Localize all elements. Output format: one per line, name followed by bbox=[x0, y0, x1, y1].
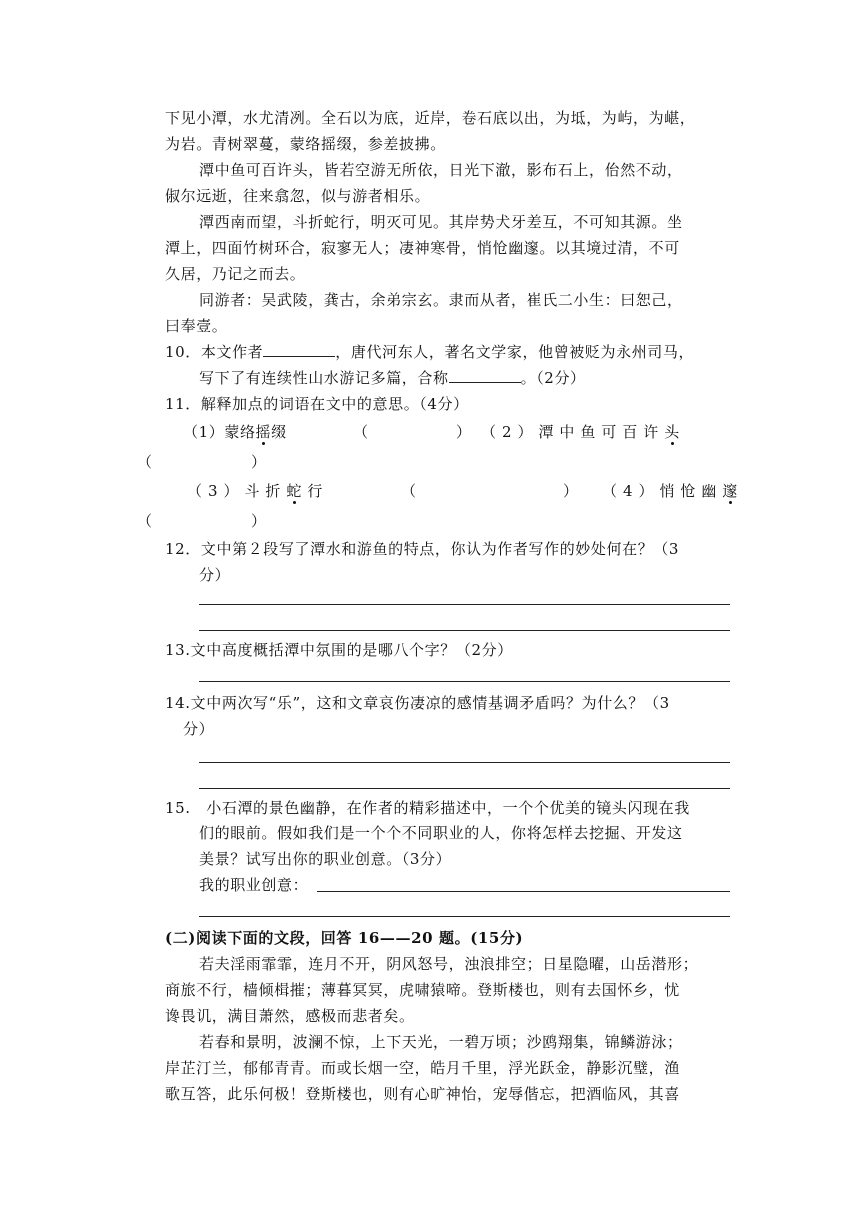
passage-line: 歌互答，此乐何极！登斯楼也，则有心旷神怡，宠辱偕忘，把酒临风，其喜 bbox=[165, 1085, 680, 1103]
dotted-char: 蛇 bbox=[286, 482, 303, 500]
answer-line[interactable] bbox=[199, 762, 730, 763]
answer-line[interactable] bbox=[199, 681, 730, 682]
answer-blank-collection[interactable] bbox=[449, 368, 521, 383]
question-stem: 11．解释加点的词语在文中的意思。（4分） bbox=[165, 395, 469, 413]
answer-paren-close[interactable]: ） bbox=[456, 423, 472, 441]
answer-paren-open[interactable]: （ bbox=[137, 453, 153, 471]
question-text: 分） bbox=[183, 720, 215, 738]
answer-label: 我的职业创意： bbox=[199, 876, 309, 894]
passage-line: 潭中鱼可百许头，皆若空游无所依，日光下澈，影布石上，佁然不动， bbox=[199, 161, 683, 179]
passage-line: 同游者：吴武陵，龚古，余弟宗玄。隶而从者，崔氏二小生：曰恕己， bbox=[199, 291, 683, 309]
answer-paren-close[interactable]: ） bbox=[251, 453, 267, 471]
dotted-char: 头 bbox=[664, 423, 680, 441]
dotted-char: 邃 bbox=[722, 482, 738, 500]
passage-line: 曰奉壹。 bbox=[165, 317, 228, 335]
question-text: 13.文中高度概括潭中氛围的是哪八个字？（2分） bbox=[165, 641, 513, 659]
answer-line[interactable] bbox=[199, 788, 730, 789]
dotted-char: 摇 bbox=[255, 423, 272, 441]
question-text: 10．本文作者 bbox=[165, 343, 264, 361]
question-text: 写下了有连续性山水游记多篇，合称 bbox=[199, 369, 449, 387]
q11-item-1: （1）蒙络摇缀 bbox=[183, 423, 287, 441]
question-text: 们的眼前。假如我们是一个个不同职业的人，你将怎样去挖掘、开发这 bbox=[199, 824, 683, 842]
passage-line: 俶尔远逝，往来翕忽，似与游者相乐。 bbox=[165, 187, 431, 205]
passage-line: 岸芷汀兰，郁郁青青。而或长烟一空，皓月千里，浮光跃金，静影沉璧，渔 bbox=[165, 1059, 680, 1077]
passage-line: 谗畏讥，满目萧然，感极而悲者矣。 bbox=[165, 1007, 415, 1025]
passage-line: 潭上，四面竹树环合，寂寥无人；凄神寒骨，悄怆幽邃。以其境过清，不可 bbox=[165, 239, 680, 257]
answer-line[interactable] bbox=[199, 630, 730, 631]
answer-paren-close[interactable]: ） bbox=[563, 482, 579, 500]
answer-paren-open[interactable]: （ bbox=[353, 423, 369, 441]
answer-paren-open[interactable]: （ bbox=[137, 512, 153, 530]
answer-line[interactable] bbox=[199, 604, 730, 605]
question-text: 。（2分） bbox=[520, 369, 586, 387]
answer-blank-author[interactable] bbox=[263, 342, 335, 357]
answer-paren-close[interactable]: ） bbox=[251, 512, 267, 530]
passage-line: 若春和景明，波澜不惊，上下天光，一碧万顷；沙鸥翔集，锦鳞游泳； bbox=[199, 1033, 683, 1051]
question-text: 15. 小石潭的景色幽静，在作者的精彩描述中，一个个优美的镜头闪现在我 bbox=[165, 799, 690, 817]
section-heading: (二)阅读下面的文段，回答 16——20 题。(15分) bbox=[165, 929, 524, 947]
passage-line: 下见小潭，水尤清冽。全石以为底，近岸，卷石底以出，为坻，为屿，为嵁， bbox=[165, 109, 696, 127]
question-text: 分） bbox=[199, 566, 231, 584]
question-text: 美景？试写出你的职业创意。（3分） bbox=[199, 850, 452, 868]
passage-line: 为岩。青树翠蔓，蒙络摇缀，参差披拂。 bbox=[165, 135, 446, 153]
question-text: 14.文中两次写“乐”，这和文章哀伤凄凉的感情基调矛盾吗？为什么？（3 bbox=[165, 694, 670, 712]
q11-item-4: （ 4 ） 悄 怆 幽 邃 bbox=[602, 482, 738, 500]
q11-item-2: （ 2 ） 潭 中 鱼 可 百 许 头 bbox=[481, 423, 680, 441]
passage-line: 潭西南而望，斗折蛇行，明灭可见。其岸势犬牙差互，不可知其源。坐 bbox=[199, 213, 683, 231]
question-text: ，唐代河东人，著名文学家，他曾被贬为永州司马， bbox=[335, 343, 695, 361]
q11-item-3: （ 3 ） 斗 折 蛇 行 bbox=[187, 482, 324, 500]
question-text: 12．文中第２段写了潭水和游鱼的特点，你认为作者写作的妙处何在？（3 bbox=[165, 540, 680, 558]
passage-line: 久居，乃记之而去。 bbox=[165, 265, 306, 283]
answer-paren-open[interactable]: （ bbox=[401, 482, 417, 500]
answer-line[interactable] bbox=[199, 916, 730, 917]
answer-line[interactable] bbox=[317, 891, 730, 892]
passage-line: 若夫淫雨霏霏，连月不开，阴风怒号，浊浪排空；日星隐曜，山岳潜形； bbox=[199, 955, 699, 973]
passage-line: 商旅不行，樯倾楫摧；薄暮冥冥，虎啸猿啼。登斯楼也，则有去国怀乡，忧 bbox=[165, 981, 680, 999]
